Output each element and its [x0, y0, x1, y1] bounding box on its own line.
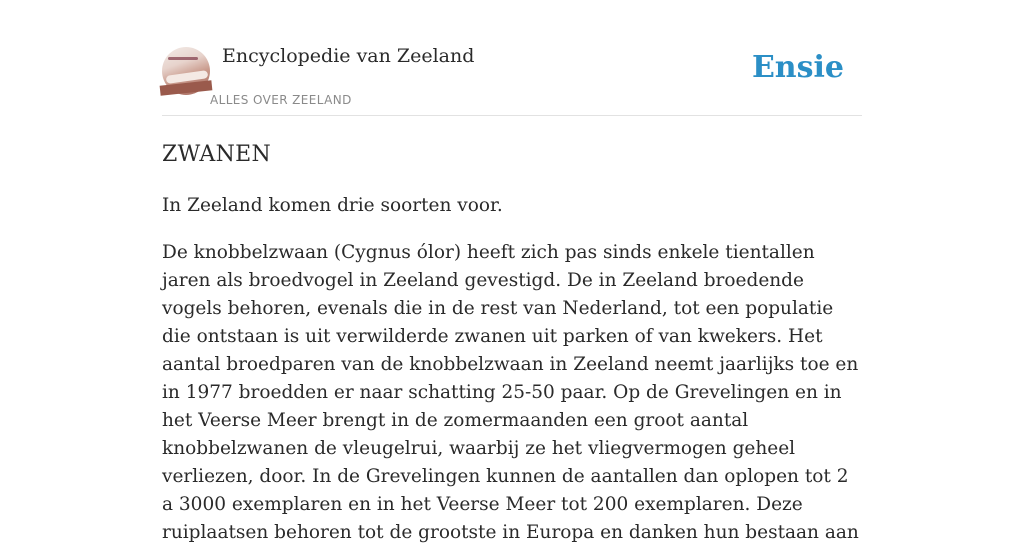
article-intro: In Zeeland komen drie soorten voor. — [162, 195, 503, 216]
site-header — [162, 0, 862, 116]
avatar-detail — [168, 57, 198, 60]
ensie-logo-link[interactable]: Ensie — [751, 50, 844, 85]
article-title: ZWANEN — [162, 142, 272, 167]
article — [162, 140, 862, 547]
article-body: De knobbelzwaan (Cygnus ólor) heeft zich pas sinds enkele tientallen jaren als broedvogel in Zeeland gevestigd. De in Zeeland broedende vogels behoren, evenals die in de rest van Nederland, tot een populatie die ontstaan is uit verwilderde zwanen uit parken of van kwekers. Het aantal broedparen van de knobbelzwaan in Zeeland neemt jaarlijks toe en in 1977 broedden er naar schatting 25-50 paar. Op de Grevelingen en in het Veerse Meer brengt in de zomermaanden een groot aantal knobbelzwanen de vleugelrui, waarbij ze het vliegvermogen geheel verliezen, door. In de Grevelingen kunnen de aantallen dan oplopen tot 2 a 3000 exemplaren en in het Veerse Meer tot 200 exemplaren. Deze ruiplaatsen behoren tot de grootste in Europa en danken hun bestaan aan — [162, 242, 859, 543]
site-avatar[interactable] — [162, 47, 210, 95]
site-tagline: ALLES OVER ZEELAND — [210, 93, 352, 107]
site-title-link[interactable]: Encyclopedie van Zeeland — [222, 45, 475, 67]
